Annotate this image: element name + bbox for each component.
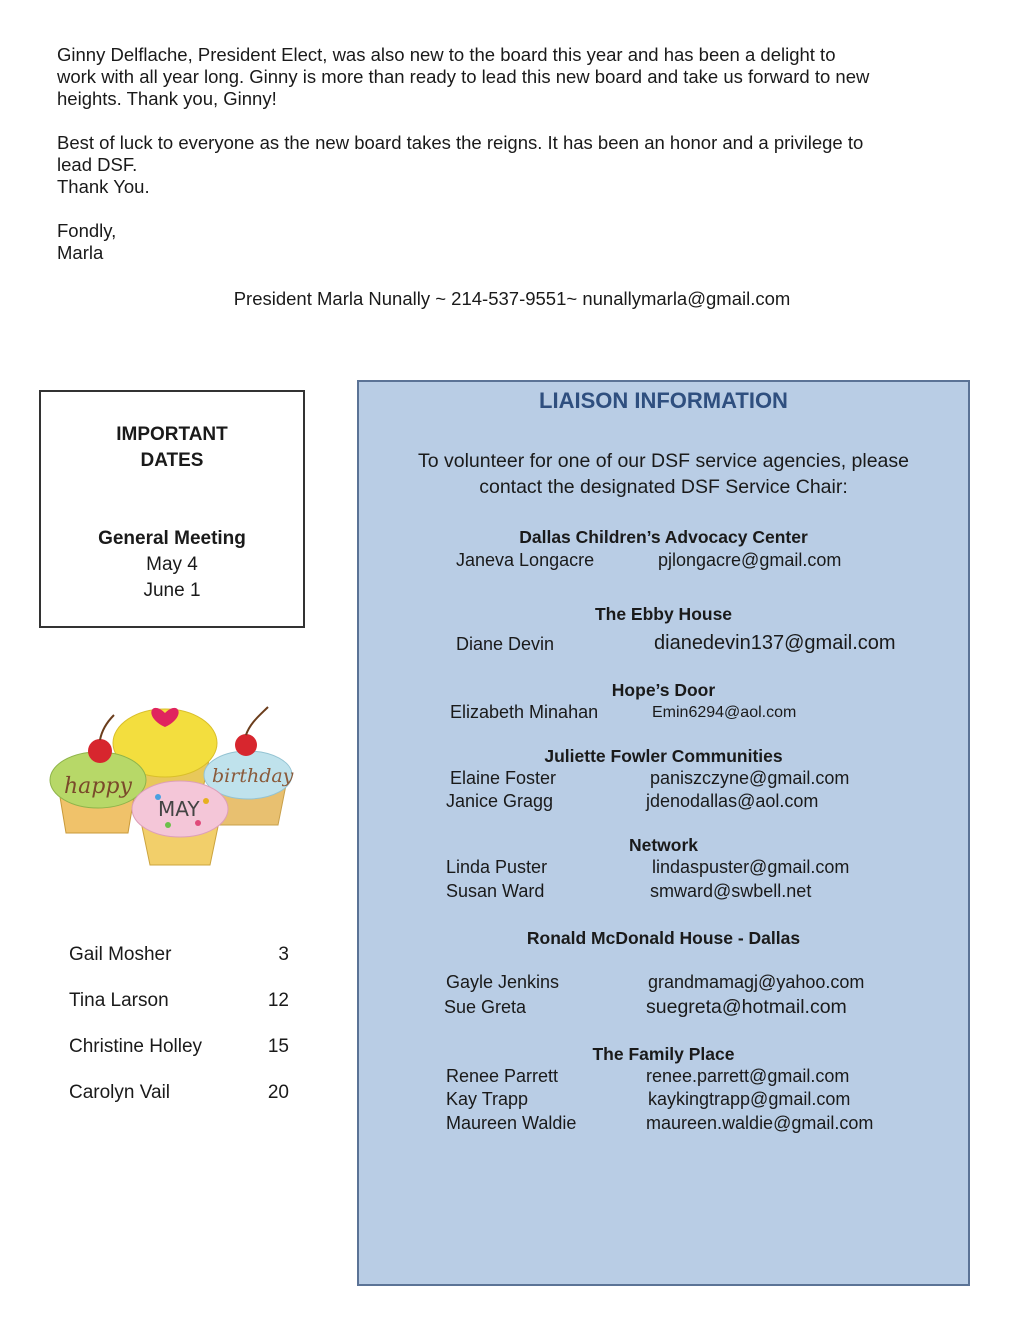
chair-name: Janeva Longacre <box>456 550 595 570</box>
chair-email-link[interactable]: kaykingtrapp@gmail.com <box>648 1089 851 1109</box>
letter-line: Ginny Delflache, President Elect, was also new to the board this year and has been a delight to <box>57 44 836 65</box>
meeting-date: June 1 <box>143 580 201 601</box>
birthday-name: Tina Larson <box>69 990 169 1011</box>
birthday-day: 15 <box>267 1036 289 1057</box>
birthday-row <box>69 1082 289 1128</box>
birthday-day: 3 <box>278 944 289 965</box>
letter-line: Thank You. <box>57 176 150 197</box>
birthday-label: birthday <box>212 765 294 787</box>
letter-line: heights. Thank you, Ginny! <box>57 88 277 109</box>
chair-email-link[interactable]: jdenodallas@aol.com <box>646 791 819 811</box>
cherry-icon <box>235 734 257 756</box>
letter-closing <box>57 220 957 264</box>
birthday-name: Christine Holley <box>69 1036 203 1057</box>
chair-name: Elaine Foster <box>450 768 557 788</box>
chair-name: Gayle Jenkins <box>446 972 560 992</box>
chair-name: Sue Greta <box>444 997 527 1017</box>
signature-name: Marla <box>57 242 104 263</box>
title-line: DATES <box>140 450 204 471</box>
chair-name: Diane Devin <box>456 634 555 654</box>
important-dates-box <box>39 390 305 628</box>
birthday-name: Gail Mosher <box>69 944 172 965</box>
chair-email-link[interactable]: Emin6294@aol.com <box>652 704 797 721</box>
letter-line: Best of luck to everyone as the new board takes the reigns. It has been an honor and a privilege to <box>57 132 864 153</box>
birthday-day: 20 <box>267 1082 289 1103</box>
birthday-row <box>69 944 289 990</box>
letter-line: lead DSF. <box>57 154 138 175</box>
intro-line: To volunteer for one of our DSF service agencies, please <box>417 450 909 472</box>
happy-label: happy <box>64 774 132 799</box>
liaison-information-panel <box>357 380 970 1286</box>
important-dates-title <box>41 422 303 474</box>
chair-email-link[interactable]: dianedevin137@gmail.com <box>654 632 896 654</box>
chair-email-link[interactable]: grandmamagj@yahoo.com <box>648 972 865 992</box>
agency-heading: Network <box>628 835 699 855</box>
agency-heading: Dallas Children’s Advocacy Center <box>519 527 808 547</box>
chair-email-link[interactable]: smward@swbell.net <box>650 881 812 901</box>
liaison-intro <box>359 448 968 500</box>
chair-email-link[interactable]: renee.parrett@gmail.com <box>646 1066 850 1086</box>
birthday-list <box>69 944 289 1128</box>
chair-name: Linda Puster <box>446 857 548 877</box>
letter-line: work with all year long. Ginny is more than ready to lead this new board and take us forward to new <box>57 66 870 87</box>
president-contact-line: President Marla Nunally ~ 214-537-9551~ nunallymarla@gmail.com <box>233 288 791 309</box>
birthday-name: Carolyn Vail <box>69 1082 171 1103</box>
agency-heading: The Ebby House <box>594 604 733 624</box>
birthday-cupcakes-illustration <box>48 685 308 875</box>
agency-heading: Hope’s Door <box>611 680 716 700</box>
chair-name: Elizabeth Minahan <box>450 702 599 722</box>
chair-email-link[interactable]: paniszczyne@gmail.com <box>650 768 850 788</box>
birthday-day: 12 <box>267 990 289 1011</box>
chair-name: Renee Parrett <box>446 1066 559 1086</box>
letter-paragraph-farewell <box>57 132 957 198</box>
general-meeting-block <box>41 526 303 604</box>
chair-name: Maureen Waldie <box>446 1113 577 1133</box>
liaison-title: LIAISON INFORMATION <box>539 388 788 413</box>
letter-paragraph-ginny <box>57 44 957 110</box>
chair-email-link[interactable]: maureen.waldie@gmail.com <box>646 1113 874 1133</box>
intro-line: contact the designated DSF Service Chair: <box>479 476 848 498</box>
chair-email-link[interactable]: pjlongacre@gmail.com <box>658 550 842 570</box>
agency-heading: The Family Place <box>592 1044 735 1064</box>
chair-name: Susan Ward <box>446 881 545 901</box>
birthday-row <box>69 1036 289 1082</box>
agency-heading: Ronald McDonald House - Dallas <box>526 928 801 948</box>
general-meeting-heading: General Meeting <box>98 528 246 549</box>
chair-email-link[interactable]: suegreta@hotmail.com <box>646 996 847 1018</box>
chair-name: Kay Trapp <box>446 1089 529 1109</box>
title-line: IMPORTANT <box>116 424 228 445</box>
meeting-date: May 4 <box>146 554 198 575</box>
closing-line: Fondly, <box>57 220 117 241</box>
letter-body <box>57 44 957 286</box>
chair-name: Janice Gragg <box>446 791 554 811</box>
may-label: MAY <box>158 797 200 821</box>
chair-email-link[interactable]: lindaspuster@gmail.com <box>652 857 850 877</box>
cherry-icon <box>88 739 112 763</box>
birthday-row <box>69 990 289 1036</box>
agency-heading: Juliette Fowler Communities <box>544 746 783 766</box>
